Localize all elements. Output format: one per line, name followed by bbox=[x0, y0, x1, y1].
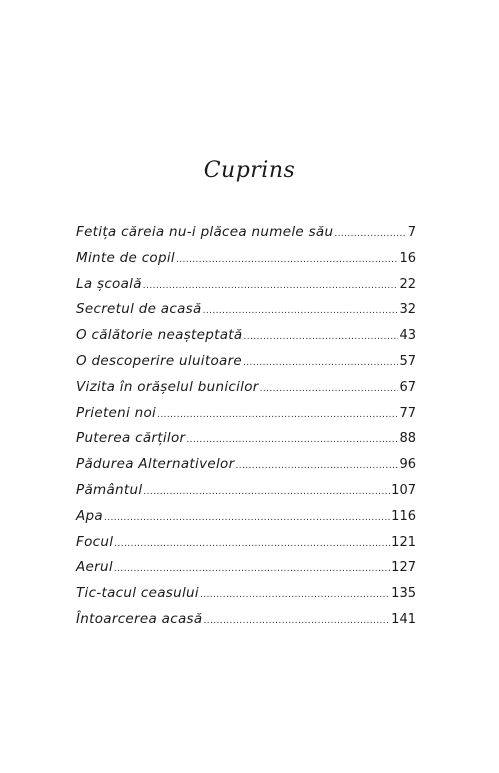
toc-entry-page: 121 bbox=[391, 534, 416, 550]
dot-leader bbox=[334, 224, 406, 244]
toc-entry[interactable] bbox=[76, 557, 416, 583]
toc-entry[interactable] bbox=[76, 377, 416, 403]
toc-entry[interactable] bbox=[76, 222, 416, 248]
toc-entry-page: 77 bbox=[399, 405, 416, 421]
toc-entry[interactable] bbox=[76, 248, 416, 274]
dot-leader bbox=[143, 276, 399, 296]
toc-entry-title: Întoarcerea acasă bbox=[76, 610, 203, 627]
toc-entry[interactable] bbox=[76, 428, 416, 454]
toc-entry-title: Prieteni noi bbox=[76, 404, 157, 421]
dot-leader bbox=[235, 456, 398, 476]
toc-entry-title: Fetița căreia nu-i plăcea numele său bbox=[76, 224, 334, 240]
toc-entry-title: La școală bbox=[76, 275, 142, 292]
toc-entry-page: 127 bbox=[391, 560, 416, 576]
dot-leader bbox=[243, 327, 398, 347]
toc-entry-title: Pădurea Alternativelor bbox=[76, 456, 235, 473]
dot-leader bbox=[203, 301, 399, 321]
toc-entry-page: 16 bbox=[399, 250, 416, 266]
toc-entry[interactable] bbox=[76, 325, 416, 351]
toc-entry[interactable] bbox=[76, 351, 416, 377]
toc-entry-page: 107 bbox=[391, 482, 416, 498]
toc-entry-title: Secretul de acasă bbox=[76, 301, 202, 318]
toc-entry-page: 88 bbox=[399, 431, 416, 447]
toc-entry-title: Puterea cărților bbox=[76, 430, 186, 447]
dot-leader bbox=[143, 482, 390, 502]
dot-leader bbox=[260, 379, 399, 399]
toc-entry-title: O descoperire uluitoare bbox=[76, 352, 243, 369]
toc-entry[interactable] bbox=[76, 299, 416, 325]
toc-entry-page: 67 bbox=[399, 379, 416, 395]
toc-entry-title: Apa bbox=[76, 507, 103, 524]
toc-entry-page: 57 bbox=[399, 353, 416, 369]
toc-entry[interactable] bbox=[76, 583, 416, 609]
dot-leader bbox=[114, 559, 390, 579]
dot-leader bbox=[186, 430, 398, 450]
toc-entry-title: Focul bbox=[76, 533, 114, 550]
toc-entry-page: 43 bbox=[399, 328, 416, 344]
toc-entry-page: 116 bbox=[391, 508, 416, 524]
toc-entry-page: 135 bbox=[391, 586, 416, 602]
dot-leader bbox=[157, 405, 398, 425]
dot-leader bbox=[243, 353, 398, 373]
page-title: Cuprins bbox=[203, 158, 296, 183]
toc-entry[interactable] bbox=[76, 480, 416, 506]
table-of-contents bbox=[76, 222, 416, 635]
dot-leader bbox=[104, 508, 390, 528]
toc-entry-page: 32 bbox=[399, 302, 416, 318]
toc-entry-title: Pământul bbox=[76, 481, 143, 498]
toc-entry-title: Vizita în orășelul bunicilor bbox=[76, 378, 259, 395]
toc-entry-page: 141 bbox=[391, 611, 416, 627]
toc-entry-page: 22 bbox=[399, 276, 416, 292]
dot-leader bbox=[114, 534, 390, 554]
dot-leader bbox=[200, 585, 390, 605]
toc-entry[interactable] bbox=[76, 274, 416, 300]
dot-leader bbox=[176, 250, 398, 270]
toc-entry[interactable] bbox=[76, 609, 416, 635]
toc-entry[interactable] bbox=[76, 454, 416, 480]
dot-leader bbox=[203, 611, 390, 631]
toc-entry-title: Aerul bbox=[76, 559, 113, 576]
toc-entry-page: 96 bbox=[399, 457, 416, 473]
toc-entry-title: O călătorie neașteptată bbox=[76, 327, 243, 344]
toc-entry-title: Minte de copil bbox=[76, 249, 175, 266]
toc-entry[interactable] bbox=[76, 403, 416, 429]
toc-entry-title: Tic-tacul ceasului bbox=[76, 585, 199, 602]
toc-entry[interactable] bbox=[76, 532, 416, 558]
toc-entry-page: 7 bbox=[407, 225, 416, 240]
toc-entry[interactable] bbox=[76, 506, 416, 532]
